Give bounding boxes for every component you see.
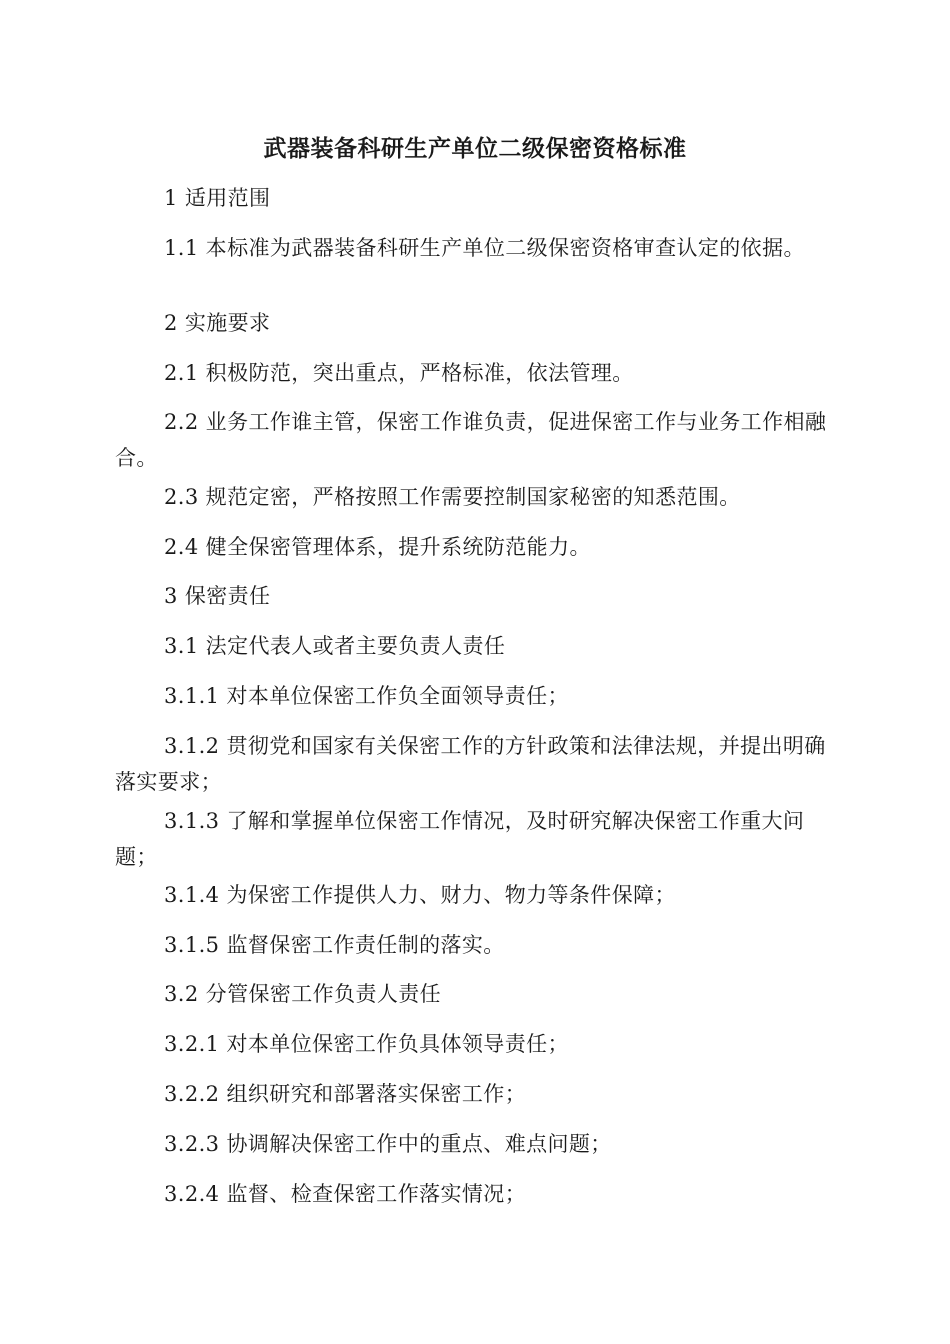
paragraph: 3.2.2 组织研究和部署落实保密工作； [164, 1082, 527, 1106]
paragraph: 3.1.1 对本单位保密工作负全面领导责任； [164, 684, 569, 708]
section-heading: 3 保密责任 [164, 584, 271, 608]
paragraph: 2.2 业务工作谁主管，保密工作谁负责，促进保密工作与业务工作相融合。 [115, 410, 827, 470]
section-heading: 1 适用范围 [164, 186, 271, 210]
paragraph: 2.3 规范定密，严格按照工作需要控制国家秘密的知悉范围。 [164, 485, 741, 509]
paragraph: 3.1.5 监督保密工作责任制的落实。 [164, 933, 505, 957]
subsection-heading: 3.2 分管保密工作负责人责任 [164, 982, 442, 1006]
subsection-heading: 3.1 法定代表人或者主要负责人责任 [164, 634, 506, 658]
paragraph: 3.2.4 监督、检查保密工作落实情况； [164, 1182, 527, 1206]
paragraph: 2.1 积极防范，突出重点，严格标准，依法管理。 [164, 361, 634, 385]
document-title: 武器装备科研生产单位二级保密资格标准 [263, 136, 687, 162]
paragraph: 1.1 本标准为武器装备科研生产单位二级保密资格审查认定的依据。 [164, 236, 805, 260]
paragraph: 3.1.2 贯彻党和国家有关保密工作的方针政策和法律法规，并提出明确落实要求； [115, 734, 826, 794]
paragraph: 3.2.3 协调解决保密工作中的重点、难点问题； [164, 1132, 612, 1156]
section-heading: 2 实施要求 [164, 311, 271, 335]
paragraph: 3.2.1 对本单位保密工作负具体领导责任； [164, 1032, 569, 1056]
paragraph: 3.1.3 了解和掌握单位保密工作情况，及时研究解决保密工作重大问题； [115, 809, 805, 869]
paragraph: 3.1.4 为保密工作提供人力、财力、物力等条件保障； [164, 883, 676, 907]
paragraph: 2.4 健全保密管理体系，提升系统防范能力。 [164, 535, 591, 559]
